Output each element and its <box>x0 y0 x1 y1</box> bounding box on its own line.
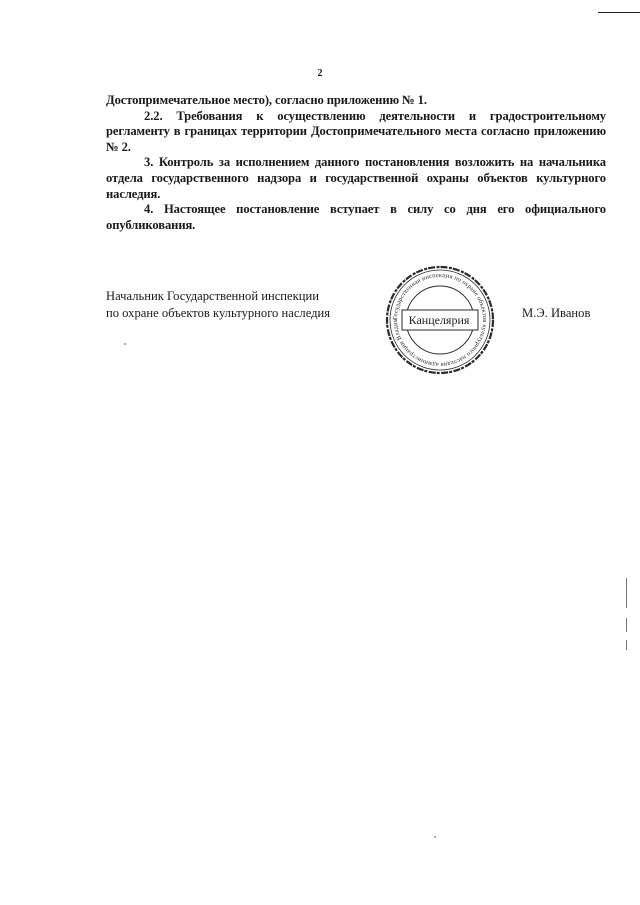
scan-speck <box>124 343 126 345</box>
stamp-center-text: Канцелярия <box>408 313 470 327</box>
paragraph-continuation: Достопримечательное место), согласно приложению № 1. <box>106 93 427 107</box>
scan-edge-mark <box>626 578 627 608</box>
signatory-name: М.Э. Иванов <box>522 306 591 320</box>
document-body <box>106 93 606 233</box>
paragraph-2-2: 2.2. Требования к осуществлению деятельности и градостроительному регламенту в границах территории Достопримечательного места согласно приложению № 2. <box>106 108 606 154</box>
scan-speck <box>434 836 436 838</box>
paragraph-4: 4. Настоящее постановление вступает в силу со дня его официального опубликования. <box>106 202 606 232</box>
signatory-position-line-2: по охране объектов культурного наследия <box>106 306 331 320</box>
scan-edge-mark <box>626 640 627 650</box>
scan-border-line <box>598 12 640 13</box>
signatory-position <box>106 288 330 322</box>
scan-edge-mark <box>626 618 627 632</box>
page-number: 2 <box>317 68 323 79</box>
paragraph-3: 3. Контроль за исполнением данного постановления возложить на начальника отдела государственного надзора и государственной охраны объектов культурного наследия. <box>106 155 606 201</box>
stamp-ring-text: Государственная инспекция по охране объектов культурного наследия администрации Владим <box>391 271 489 369</box>
signatory-position-line-1: Начальник Государственной инспекции <box>106 289 319 303</box>
